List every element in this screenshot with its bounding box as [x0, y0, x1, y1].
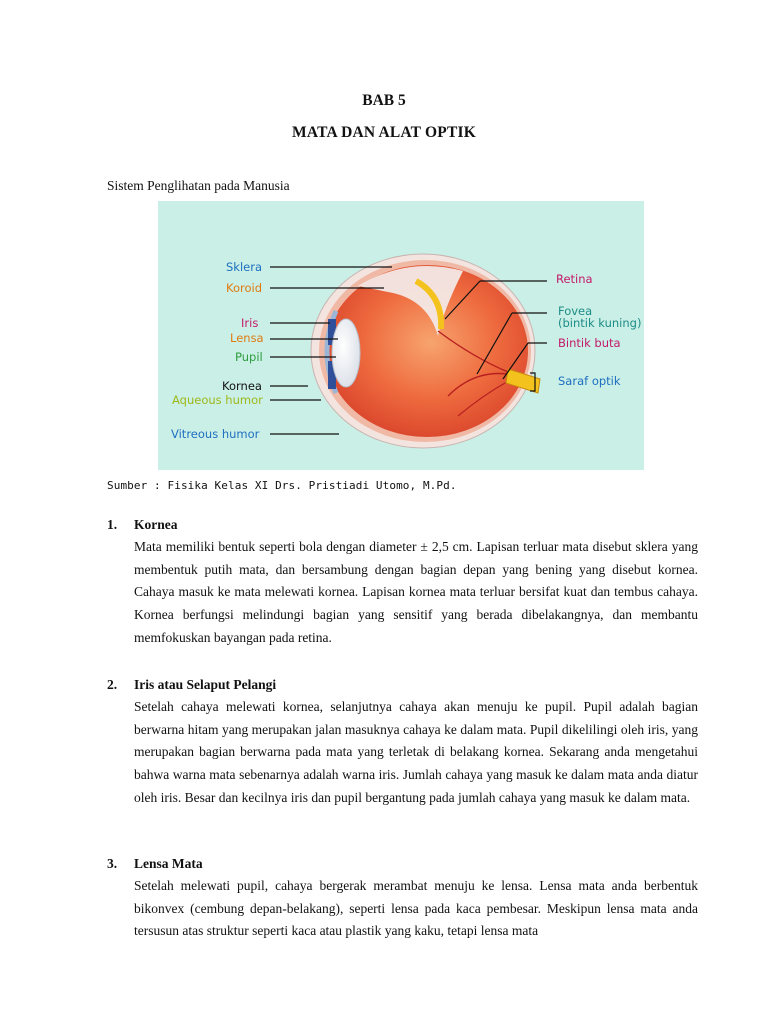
section-number: 3.	[107, 856, 118, 871]
label-saraf-optik: Saraf optik	[558, 374, 621, 388]
section-lensa-mata	[107, 853, 698, 943]
label-fovea-sub: (bintik kuning)	[558, 316, 642, 330]
section-number: 1.	[107, 517, 118, 532]
label-aqueous-humor: Aqueous humor	[172, 393, 263, 407]
eye-anatomy-figure	[158, 201, 644, 470]
section-body: Setelah melewati pupil, cahaya bergerak merambat menuju ke lensa. Lensa mata anda berbentuk bikonvex (cembung depan-belakang), seperti lensa pada kaca pembesar. Meskipun lensa mata anda tersusun atas struktur seperti kaca atau plastik yang kaku, tetapi lensa mata	[134, 878, 698, 939]
label-pupil: Pupil	[235, 350, 263, 364]
section-iris	[107, 674, 698, 810]
eye-diagram-svg	[158, 201, 644, 470]
section-body: Setelah cahaya melewati kornea, selanjutnya cahaya akan menuju ke pupil. Pupil adalah bagian berwarna hitam yang merupakan jalan masuknya cahaya ke dalam mata. Pupil dikelilingi oleh iris, yang merupakan bagian berwarna pada mata yang terletak di belakang kornea. Sekarang anda mengetahui bahwa warna mata sebenarnya adalah warna iris. Jumlah cahaya yang masuk ke dalam mata anda diatur oleh iris. Besar dan kecilnya iris dan pupil bergantung pada jumlah cahaya yang masuk ke dalam mata.	[134, 699, 698, 805]
section-body: Mata memiliki bentuk seperti bola dengan diameter ± 2,5 cm. Lapisan terluar mata disebut sklera yang membentuk putih mata, dan bersambung dengan bagian depan yang bening yang disebut kornea. Cahaya masuk ke mata melewati kornea. Lapisan kornea mata terluar bersifat kuat dan tembus cahaya. Kornea berfungsi melindungi bagian yang sensitif yang berada dibelakangnya, dan membantu memfokuskan bayangan pada retina.	[134, 539, 698, 645]
chapter-title: MATA DAN ALAT OPTIK	[292, 124, 476, 141]
label-vitreous-humor: Vitreous humor	[171, 427, 260, 441]
section-title: Lensa Mata	[134, 856, 203, 871]
chapter-number: BAB 5	[362, 92, 406, 109]
intro-text: Sistem Penglihatan pada Manusia	[107, 178, 290, 193]
eyeball-shape	[311, 254, 540, 448]
section-number: 2.	[107, 677, 118, 692]
label-koroid: Koroid	[226, 281, 263, 295]
label-sklera: Sklera	[226, 260, 263, 274]
section-kornea	[107, 514, 698, 650]
label-kornea: Kornea	[222, 379, 262, 393]
label-retina: Retina	[556, 272, 593, 286]
label-bintik-buta: Bintik buta	[558, 336, 621, 350]
section-title: Kornea	[134, 517, 178, 532]
section-title: Iris atau Selaput Pelangi	[134, 677, 277, 692]
label-fovea: Fovea	[558, 304, 593, 318]
figure-source: Sumber : Fisika Kelas XI Drs. Pristiadi Utomo, M.Pd.	[107, 479, 457, 492]
label-lensa: Lensa	[230, 331, 264, 345]
label-iris: Iris	[241, 316, 259, 330]
